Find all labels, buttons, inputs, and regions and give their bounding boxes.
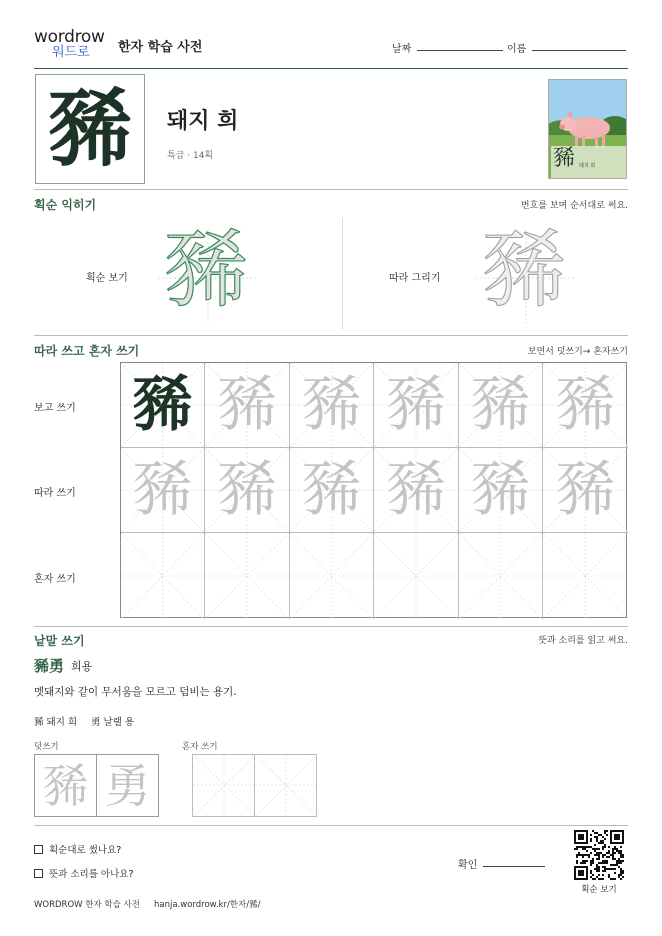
confirm-label: 확인: [458, 860, 478, 871]
word-trace-cell-1[interactable]: [34, 754, 97, 817]
trace-character: 豨: [470, 455, 531, 525]
practice-cell[interactable]: [205, 363, 290, 448]
practice-cell[interactable]: [290, 533, 374, 619]
logo-wordmark: wordrow: [34, 27, 105, 47]
main-character: 豨: [47, 79, 132, 178]
practice-cell[interactable]: [374, 448, 459, 533]
word-trace-char-2: 勇: [104, 758, 151, 813]
trace-character: 豨: [132, 455, 193, 525]
cell-guides: [205, 533, 289, 619]
main-character-box: [35, 74, 145, 184]
practice-cell[interactable]: [543, 533, 628, 619]
practice-grid: [120, 362, 627, 618]
row-label-view: 보고 쓰기: [34, 403, 76, 414]
word-part-2: [91, 714, 134, 728]
model-character: 豨: [132, 370, 193, 440]
checkbox-icon[interactable]: [34, 869, 43, 878]
word-part-1-meaning: 돼지 희: [46, 717, 78, 728]
practice-cell[interactable]: [543, 363, 628, 448]
word-alone-cell-1[interactable]: [192, 754, 255, 817]
cell-guides: [290, 533, 373, 619]
trace-character: 豨: [386, 455, 446, 525]
practice-cell[interactable]: [290, 448, 374, 533]
practice-cell[interactable]: [205, 448, 290, 533]
practice-cell[interactable]: [121, 448, 205, 533]
stroke-column-divider: [342, 218, 343, 330]
cell-guides: [121, 533, 204, 619]
meaning-sound: 돼지 희: [167, 109, 239, 134]
date-label: 날짜: [392, 44, 412, 55]
practice-cell[interactable]: [374, 533, 459, 619]
word-alone-cell-2[interactable]: [254, 754, 317, 817]
check-item-2-label: 뜻과 소리를 아나요?: [49, 869, 134, 880]
footer-brand: WORDROW 한자 학습 사전: [34, 900, 140, 910]
word-alone-guides-2: [255, 754, 316, 817]
app-title: 한자 학습 사전: [118, 40, 203, 55]
stroke-view-box: [158, 221, 258, 326]
row-label-alone: 혼자 쓰기: [34, 574, 76, 585]
trace-box: [476, 221, 576, 326]
trace-character: 豨: [301, 370, 362, 440]
section-divider-4: [34, 825, 628, 826]
word-trace-char-1: 豨: [42, 758, 89, 813]
word-trace-label: 덧쓰기: [34, 742, 59, 752]
section-divider-1: [34, 189, 628, 190]
footer-url[interactable]: hanja.wordrow.kr/한자/豨/: [154, 900, 261, 910]
cell-guides: [374, 533, 458, 619]
name-field[interactable]: [532, 50, 626, 51]
trace-character: 豨: [482, 221, 567, 319]
word-trace-cell-2[interactable]: [96, 754, 159, 817]
trace-character: 豨: [555, 370, 616, 440]
trace-character: 豨: [217, 455, 277, 525]
thumbnail-caption: 돼지 희: [579, 163, 596, 169]
word-alone-guides-1: [193, 754, 254, 817]
check-item-1[interactable]: [34, 842, 121, 856]
qr-caption: 획순 보기: [581, 885, 617, 895]
word-part-2-meaning: 날랠 용: [103, 717, 135, 728]
practice-cell[interactable]: [374, 363, 459, 448]
grade-strokes: 특급 · 14획: [167, 151, 214, 161]
word-section-hint: 뜻과 소리를 읽고 써요.: [538, 636, 628, 646]
section-divider-3: [34, 626, 628, 627]
word-section-title: 낱말 쓰기: [34, 634, 85, 648]
practice-cell[interactable]: [121, 533, 205, 619]
trace-character: 豨: [555, 455, 616, 525]
check-item-1-label: 획순대로 썼나요?: [49, 845, 122, 856]
thumbnail-character: 豨: [553, 146, 576, 171]
cell-guides: [459, 533, 542, 619]
practice-cell[interactable]: [459, 363, 543, 448]
logo-korean: 워드로: [52, 45, 90, 60]
header-divider: [34, 68, 628, 69]
practice-cell[interactable]: [459, 448, 543, 533]
section-divider-2: [34, 335, 628, 336]
word-definition: 멧돼지와 같이 무서움을 모르고 덤비는 용기.: [34, 686, 237, 698]
practice-cell[interactable]: [290, 363, 374, 448]
word-part-1: [34, 714, 77, 728]
practice-cell[interactable]: [543, 448, 628, 533]
word-hanja: 豨勇: [34, 657, 65, 675]
check-item-2[interactable]: [34, 866, 134, 880]
trace-character: 豨: [301, 455, 362, 525]
trace-label: 따라 그리기: [389, 273, 441, 284]
trace-character: 豨: [217, 370, 277, 440]
qr-code[interactable]: [574, 830, 624, 880]
stroke-section-title: 획순 익히기: [34, 198, 97, 212]
word-reading: 희용: [71, 660, 93, 673]
practice-cell[interactable]: [459, 533, 543, 619]
trace-character: 豨: [386, 370, 446, 440]
stroke-section-hint: 번호를 보며 순서대로 써요.: [520, 201, 628, 211]
practice-cell[interactable]: [205, 533, 290, 619]
cell-guides: [543, 533, 628, 619]
row-label-trace: 따라 쓰기: [34, 488, 76, 499]
stroke-order-character: 豨: [164, 221, 249, 319]
checkbox-icon[interactable]: [34, 845, 43, 854]
illustration-thumbnail: [548, 79, 627, 179]
stroke-view-label: 획순 보기: [86, 273, 128, 284]
word-part-2-char: 勇: [91, 717, 101, 728]
confirm-field[interactable]: [483, 866, 545, 867]
word-part-1-char: 豨: [34, 717, 44, 728]
trace-character: 豨: [470, 370, 531, 440]
name-label: 이름: [507, 44, 527, 55]
word-alone-label: 혼자 쓰기: [182, 742, 218, 752]
logo: [34, 28, 114, 64]
practice-section-title: 따라 쓰고 혼자 쓰기: [34, 344, 140, 358]
practice-section-hint: 보면서 덧쓰기→ 혼자쓰기: [527, 347, 628, 357]
qr-code-graphic: [574, 830, 624, 880]
practice-cell[interactable]: [121, 363, 205, 448]
date-field[interactable]: [417, 50, 503, 51]
